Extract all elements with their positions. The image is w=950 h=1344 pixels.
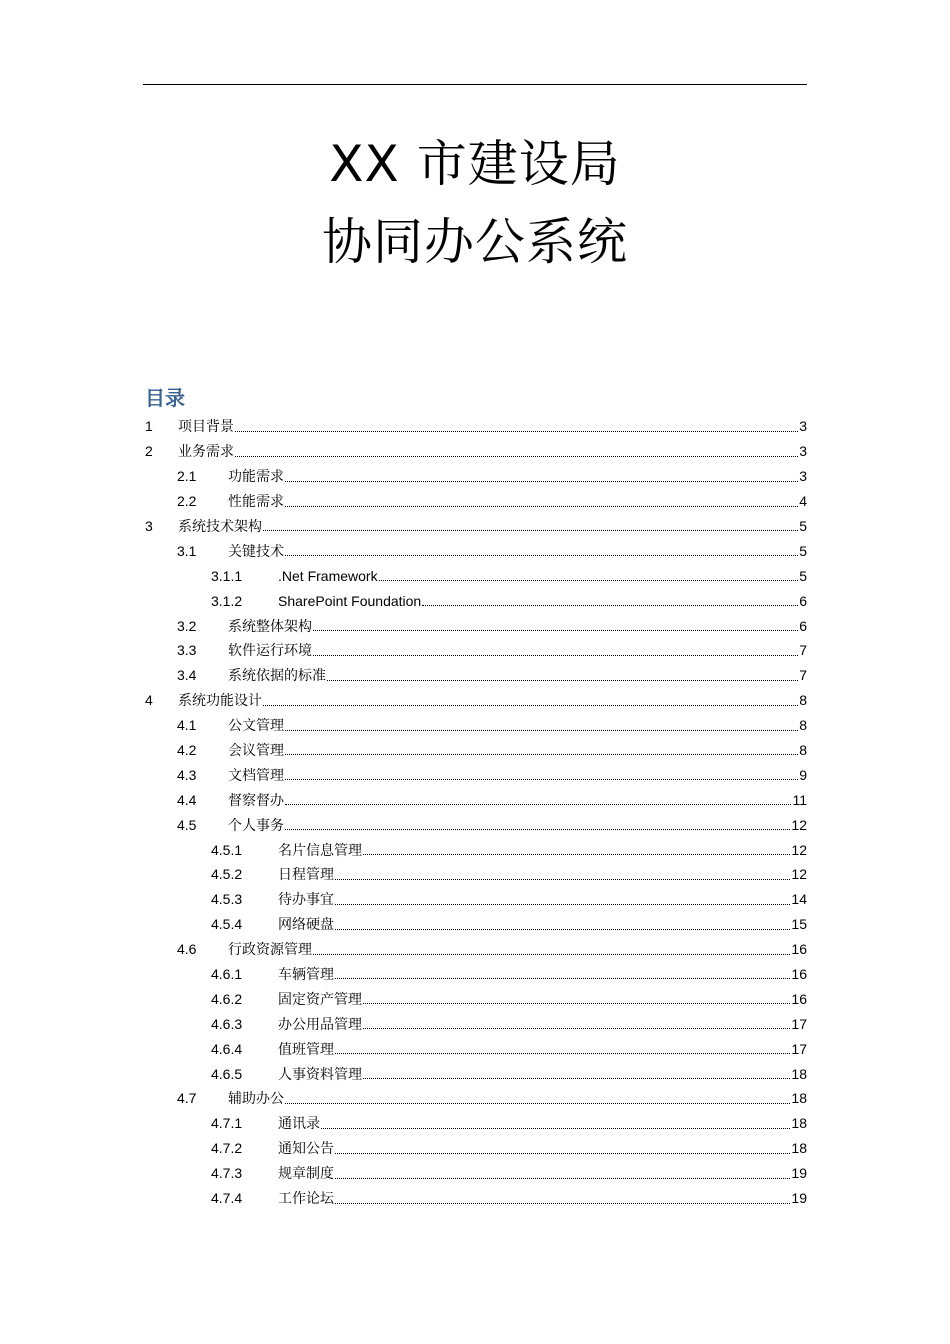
toc-entry-label: 待办事宜 xyxy=(278,892,334,909)
toc-dot-leader xyxy=(285,481,798,482)
toc-entry[interactable] xyxy=(143,1186,807,1211)
toc-entry-page-number: 4 xyxy=(799,493,807,510)
toc-dot-leader xyxy=(422,605,798,606)
toc-dot-leader xyxy=(335,879,790,880)
toc-dot-leader xyxy=(335,978,790,979)
toc-entry-page-number: 8 xyxy=(799,742,807,759)
toc-entry-page-number: 3 xyxy=(799,418,807,435)
toc-entry-page-number: 18 xyxy=(791,1140,807,1157)
toc-entry-label: 会议管理 xyxy=(228,743,284,760)
toc-dot-leader xyxy=(363,1003,790,1004)
toc-entry-label: 系统依据的标准 xyxy=(228,668,326,685)
toc-entry[interactable] xyxy=(143,962,807,987)
toc-dot-leader xyxy=(235,431,798,432)
toc-entry[interactable] xyxy=(143,762,807,787)
toc-entry-page-number: 5 xyxy=(799,567,807,584)
toc-entry-number: 3.1.2 xyxy=(211,592,243,609)
toc-dot-leader xyxy=(363,854,790,855)
toc-dot-leader xyxy=(285,829,790,830)
toc-entry-number: 2.2 xyxy=(177,493,197,510)
toc-entry-label: 通知公告 xyxy=(278,1141,334,1158)
toc-entry-page-number: 3 xyxy=(799,468,807,485)
toc-dot-leader xyxy=(327,680,798,681)
toc-entry-label: 系统功能设计 xyxy=(178,693,262,710)
toc-entry[interactable] xyxy=(143,588,807,613)
toc-entry-label: 辅助办公 xyxy=(228,1091,284,1108)
toc-dot-leader xyxy=(335,1153,790,1154)
table-of-contents xyxy=(143,414,807,1211)
toc-dot-leader xyxy=(363,1028,790,1029)
toc-dot-leader xyxy=(263,705,798,706)
toc-entry-page-number: 19 xyxy=(791,1190,807,1207)
toc-entry[interactable] xyxy=(143,1061,807,1086)
toc-entry-page-number: 15 xyxy=(791,916,807,933)
toc-entry-number: 4.7.1 xyxy=(211,1115,243,1132)
toc-entry-number: 3.1 xyxy=(177,542,197,559)
toc-entry-label: 名片信息管理 xyxy=(278,842,362,859)
toc-entry-label: 规章制度 xyxy=(278,1166,334,1183)
toc-entry-number: 3 xyxy=(145,518,153,534)
toc-entry[interactable] xyxy=(143,439,807,464)
toc-entry[interactable] xyxy=(143,538,807,563)
toc-entry-page-number: 5 xyxy=(799,542,807,559)
toc-entry-number: 4.7.4 xyxy=(211,1190,243,1207)
toc-entry-label: SharePoint Foundation xyxy=(278,592,422,609)
toc-entry-label: 日程管理 xyxy=(278,867,334,884)
toc-dot-leader xyxy=(321,1128,790,1129)
toc-dot-leader xyxy=(335,1178,790,1179)
toc-dot-leader xyxy=(285,754,798,755)
toc-entry-number: 4.6 xyxy=(177,941,197,958)
toc-entry-page-number: 18 xyxy=(791,1090,807,1107)
toc-heading: 目录 xyxy=(145,386,185,410)
toc-entry-number: 4 xyxy=(145,692,153,709)
toc-entry-page-number: 6 xyxy=(799,592,807,609)
toc-entry[interactable] xyxy=(143,1011,807,1036)
toc-entry-label: 软件运行环境 xyxy=(228,643,312,660)
toc-entry-label: .Net Framework xyxy=(278,567,378,584)
toc-entry-label: 网络硬盘 xyxy=(278,917,334,934)
toc-entry[interactable] xyxy=(143,812,807,837)
toc-entry-label: 督察督办 xyxy=(228,792,284,809)
toc-entry[interactable] xyxy=(143,912,807,937)
toc-dot-leader xyxy=(379,580,799,581)
toc-entry-page-number: 17 xyxy=(791,1015,807,1032)
toc-entry[interactable] xyxy=(143,613,807,638)
toc-entry-label: 业务需求 xyxy=(178,444,234,461)
toc-entry[interactable] xyxy=(143,787,807,812)
toc-entry[interactable] xyxy=(143,986,807,1011)
toc-dot-leader xyxy=(313,655,798,656)
toc-entry-page-number: 9 xyxy=(799,766,807,783)
toc-entry-number: 4.6.3 xyxy=(211,1015,243,1032)
toc-dot-leader xyxy=(285,1103,790,1104)
toc-entry-number: 4.7.2 xyxy=(211,1140,243,1157)
toc-entry-number: 1 xyxy=(145,418,153,435)
toc-entry-label: 功能需求 xyxy=(228,469,284,486)
toc-entry-label: 固定资产管理 xyxy=(278,991,362,1008)
toc-dot-leader xyxy=(285,804,791,805)
toc-entry-number: 4.5.2 xyxy=(211,866,243,883)
toc-entry-label: 公文管理 xyxy=(228,718,284,735)
toc-entry-page-number: 11 xyxy=(792,791,807,808)
toc-entry-number: 4.6.4 xyxy=(211,1040,243,1057)
toc-dot-leader xyxy=(313,630,798,631)
toc-entry-number: 4.7 xyxy=(177,1090,197,1107)
toc-entry-number: 4.6.1 xyxy=(211,966,243,983)
toc-entry-label: 个人事务 xyxy=(228,817,284,834)
toc-entry-number: 4.4 xyxy=(177,791,197,808)
toc-entry-number: 4.7.3 xyxy=(211,1165,243,1182)
toc-entry-page-number: 12 xyxy=(791,841,807,858)
toc-entry[interactable] xyxy=(143,1036,807,1061)
toc-entry[interactable] xyxy=(143,1161,807,1186)
toc-entry-page-number: 3 xyxy=(799,443,807,460)
toc-entry-label: 人事资料管理 xyxy=(278,1066,362,1083)
toc-entry-number: 4.5 xyxy=(177,816,197,833)
toc-entry-number: 3.4 xyxy=(177,667,197,684)
toc-entry-number: 4.6.5 xyxy=(211,1065,243,1082)
toc-entry-number: 2 xyxy=(145,443,153,460)
toc-entry-page-number: 12 xyxy=(791,866,807,883)
toc-entry-label: 通讯录 xyxy=(278,1116,320,1133)
toc-entry-number: 2.1 xyxy=(177,468,197,485)
toc-dot-leader xyxy=(363,1078,790,1079)
toc-dot-leader xyxy=(335,1053,790,1054)
toc-dot-leader xyxy=(335,1203,790,1204)
toc-entry-page-number: 14 xyxy=(791,891,807,908)
toc-entry-label: 项目背景 xyxy=(178,419,234,436)
toc-entry[interactable] xyxy=(143,837,807,862)
toc-entry-number: 4.5.3 xyxy=(211,891,243,908)
toc-entry[interactable] xyxy=(143,713,807,738)
toc-entry[interactable] xyxy=(143,414,807,439)
toc-entry[interactable] xyxy=(143,688,807,713)
toc-entry-label: 车辆管理 xyxy=(278,967,334,984)
document-title-line-2: 协同办公系统 xyxy=(322,213,628,271)
toc-entry-page-number: 5 xyxy=(799,518,807,534)
toc-entry-label: 关键技术 xyxy=(228,543,284,560)
toc-entry-page-number: 8 xyxy=(799,692,807,709)
toc-entry-page-number: 7 xyxy=(799,642,807,659)
toc-entry-label: 系统技术架构 xyxy=(178,519,262,535)
toc-entry[interactable] xyxy=(143,738,807,763)
toc-entry-number: 4.2 xyxy=(177,742,197,759)
toc-entry[interactable] xyxy=(143,1136,807,1161)
toc-entry[interactable] xyxy=(143,489,807,514)
toc-dot-leader xyxy=(263,530,798,531)
toc-entry-page-number: 8 xyxy=(799,717,807,734)
toc-entry-label: 性能需求 xyxy=(228,494,284,511)
toc-dot-leader xyxy=(335,929,790,930)
toc-entry-label: 工作论坛 xyxy=(278,1191,334,1208)
toc-entry-page-number: 19 xyxy=(791,1165,807,1182)
toc-entry[interactable] xyxy=(143,514,807,539)
document-title-line-1: XX 市建设局 xyxy=(329,135,621,193)
toc-entry-page-number: 18 xyxy=(791,1115,807,1132)
toc-entry[interactable] xyxy=(143,1086,807,1111)
toc-entry[interactable] xyxy=(143,1111,807,1136)
toc-entry-label: 办公用品管理 xyxy=(278,1016,362,1033)
toc-entry[interactable] xyxy=(143,937,807,962)
toc-entry-number: 4.6.2 xyxy=(211,990,243,1007)
toc-entry-page-number: 12 xyxy=(791,816,807,833)
toc-entry-page-number: 16 xyxy=(791,941,807,958)
toc-entry-number: 4.1 xyxy=(177,717,197,734)
toc-entry-number: 3.1.1 xyxy=(211,567,243,584)
toc-entry[interactable] xyxy=(143,464,807,489)
toc-dot-leader xyxy=(285,779,798,780)
toc-entry[interactable] xyxy=(143,887,807,912)
header-rule xyxy=(143,84,807,85)
toc-dot-leader xyxy=(285,555,798,556)
toc-entry-number: 3.3 xyxy=(177,642,197,659)
toc-entry-number: 3.2 xyxy=(177,617,197,634)
toc-entry-page-number: 16 xyxy=(791,990,807,1007)
toc-entry-label: 行政资源管理 xyxy=(228,942,312,959)
toc-entry-number: 4.5.1 xyxy=(211,841,243,858)
toc-entry-page-number: 6 xyxy=(799,617,807,634)
toc-entry-page-number: 7 xyxy=(799,667,807,684)
toc-entry-number: 4.5.4 xyxy=(211,916,243,933)
toc-entry[interactable] xyxy=(143,638,807,663)
toc-entry[interactable] xyxy=(143,862,807,887)
toc-entry-number: 4.3 xyxy=(177,766,197,783)
toc-entry-label: 系统整体架构 xyxy=(228,618,312,635)
toc-entry[interactable] xyxy=(143,563,807,588)
toc-dot-leader xyxy=(285,730,798,731)
toc-entry-label: 文档管理 xyxy=(228,767,284,784)
toc-entry-label: 值班管理 xyxy=(278,1041,334,1058)
toc-entry-page-number: 17 xyxy=(791,1040,807,1057)
toc-dot-leader xyxy=(285,506,798,507)
toc-dot-leader xyxy=(313,954,790,955)
toc-entry-page-number: 18 xyxy=(791,1065,807,1082)
toc-dot-leader xyxy=(335,904,790,905)
toc-entry-page-number: 16 xyxy=(791,966,807,983)
toc-dot-leader xyxy=(235,456,798,457)
toc-entry[interactable] xyxy=(143,663,807,688)
